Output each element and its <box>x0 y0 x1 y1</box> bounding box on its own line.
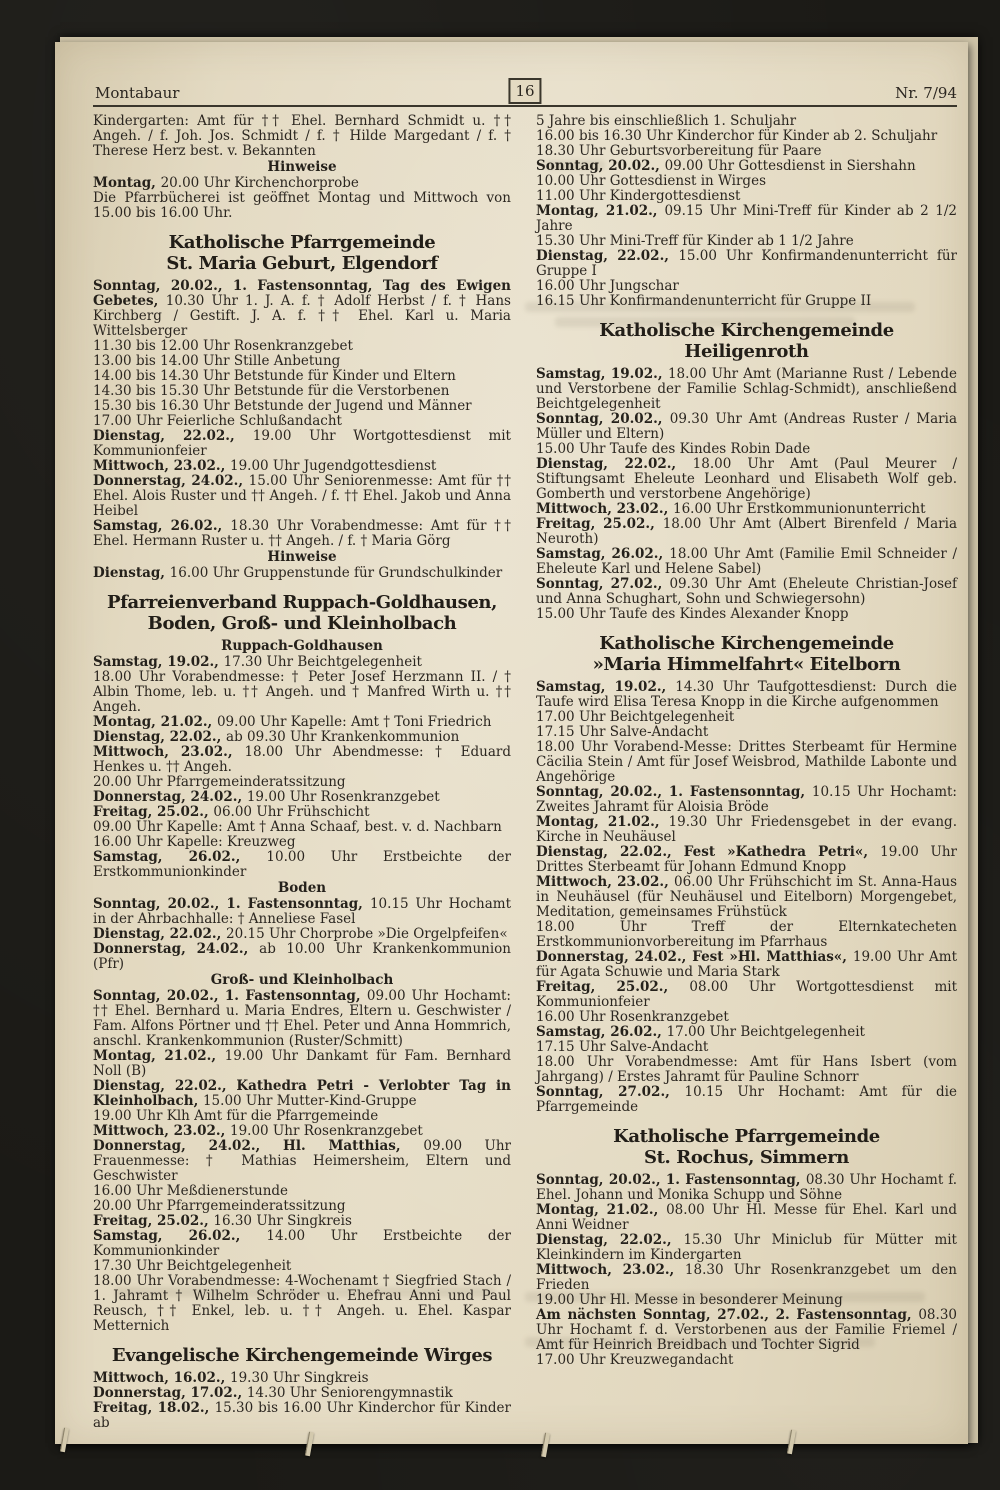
entry-text: 08.00 Uhr Wortgottesdienst mit Kommunionfeier <box>536 979 957 1010</box>
schedule-entry <box>536 1173 957 1203</box>
entry-text: 09.30 Uhr Amt (Andreas Ruster / Maria Müller und Eltern) <box>536 411 957 442</box>
schedule-entry <box>93 1079 511 1109</box>
schedule-entry <box>93 459 511 474</box>
schedule-entry <box>93 989 511 1049</box>
schedule-entry <box>93 191 511 221</box>
entry-day-label: Samstag, 19.02., <box>93 654 224 670</box>
entry-text: 17.00 Uhr Kreuzwegandacht <box>536 1352 734 1368</box>
schedule-entry <box>93 1386 511 1401</box>
section-heading-line: »Maria Himmelfahrt« Eitelborn <box>592 654 901 675</box>
schedule-entry <box>536 1308 957 1353</box>
entry-text: 5 Jahre bis einschließlich 1. Schuljahr <box>536 113 797 129</box>
entry-text: 17.15 Uhr Salve-Andacht <box>536 1039 709 1055</box>
schedule-entry <box>93 339 511 354</box>
entry-text: 10.15 Uhr Hochamt: Amt für die Pfarrgemeinde <box>536 1084 957 1115</box>
section-heading-line: Katholische Kirchengemeinde Heiligenroth <box>599 320 894 362</box>
entry-text: 17.30 Uhr Beichtgelegenheit <box>223 654 422 670</box>
schedule-entry <box>536 1025 957 1040</box>
entry-text: 16.30 Uhr Singkreis <box>213 1213 352 1229</box>
entry-text: 18.30 Uhr Geburtsvorbereitung für Paare <box>536 143 822 159</box>
entry-day-label: Donnerstag, 24.02., <box>93 789 247 805</box>
entry-text: 10.00 Uhr Erstbeichte der Erstkommunionkinder <box>93 849 512 880</box>
schedule-entry <box>536 725 957 740</box>
entry-text: 17.30 Uhr Beichtgelegenheit <box>93 1258 292 1274</box>
schedule-entry <box>93 519 511 549</box>
column-left <box>93 113 512 1431</box>
schedule-entry <box>93 655 511 670</box>
entry-text: 19.00 Uhr Dankamt für Fam. Bernhard Noll (B) <box>93 1048 511 1079</box>
subsection-heading: Groß- und Kleinholbach <box>210 972 394 988</box>
schedule-entry <box>536 174 957 189</box>
entry-text: 14.00 bis 14.30 Uhr Betstunde für Kinder und Eltern <box>93 368 456 384</box>
section-heading <box>93 1345 511 1366</box>
entry-text: 06.00 Uhr Frühschicht im St. Anna-Haus in Neuhäusel (für Neuhäusel und Eitelborn) Morgengebet, Meditation, gemeinsames Frühstück <box>536 874 957 920</box>
entry-day-label: Donnerstag, 24.02., Fest »Hl. Matthias«, <box>536 949 853 965</box>
schedule-entry <box>93 775 511 790</box>
entry-day-label: Sonntag, 20.02., 1. Fastensonntag, <box>536 1172 806 1188</box>
schedule-entry <box>93 715 511 730</box>
entry-text: 20.00 Uhr Pfarrgemeinderatssitzung <box>93 1198 346 1214</box>
entry-text: 17.15 Uhr Salve-Andacht <box>536 724 709 740</box>
entry-text: 08.30 Uhr Hochamt f. Ehel. Johann und Monika Schupp und Söhne <box>536 1172 957 1203</box>
entry-day-label: Samstag, 26.02., <box>93 849 267 865</box>
entry-day-label: Dienstag, <box>93 565 170 581</box>
entry-day-label: Freitag, 25.02., <box>536 516 663 532</box>
entry-day-label: Freitag, 25.02., <box>93 1213 214 1229</box>
entry-text: 15.30 bis 16.30 Uhr Betstunde der Jugend und Männer <box>93 398 472 414</box>
schedule-entry <box>536 1040 957 1055</box>
entry-text: 14.00 Uhr Erstbeichte der Kommunionkinder <box>93 1228 512 1259</box>
entry-text: 19.00 Uhr Wortgottesdienst mit Kommunionfeier <box>93 428 511 459</box>
schedule-entry <box>93 820 511 835</box>
entry-text: 18.00 Uhr Vorabendmesse: Amt für Hans Isbert (vom Jahrgang) / Erstes Jahramt für Pauline Schnorr <box>536 1054 957 1085</box>
entry-text: 14.30 Uhr Taufgottesdienst: Durch die Taufe wird Elisa Teresa Knopp in die Kirche aufgenommen <box>536 679 958 710</box>
schedule-entry <box>536 234 957 249</box>
schedule-entry <box>536 875 957 920</box>
entry-text: 10.30 Uhr 1. J. A. f. † Adolf Herbst / f. † Hans Kirchberg / Gestift. J. A. f. †† Ehel. Karl u. Maria Wittelsberger <box>93 293 511 339</box>
schedule-entry <box>93 1124 511 1139</box>
entry-text: 20.15 Uhr Chorprobe »Die Orgelpfeifen« <box>226 926 508 942</box>
schedule-entry <box>93 399 511 414</box>
entry-text: 20.00 Uhr Pfarrgemeinderatssitzung <box>93 774 346 790</box>
schedule-entry <box>93 805 511 820</box>
page-number-box: 16 <box>508 78 541 104</box>
entry-text: 19.00 Uhr Amt für Agata Schuwie und Maria Stark <box>536 949 958 980</box>
entry-day-label: Mittwoch, 23.02., <box>536 874 675 890</box>
entry-text: 08.30 Uhr Hochamt f. d. Verstorbenen aus der Familie Friemel / Amt für Heinrich Breidbach und Tochter Sigrid <box>536 1307 957 1353</box>
entry-text: 14.30 Uhr Seniorengymnastik <box>246 1385 453 1401</box>
subsection-heading: Boden <box>277 880 327 896</box>
entry-day-label: Dienstag, 22.02., Kathedra Petri - Verlobter Tag in Kleinholbach, <box>93 1078 511 1109</box>
schedule-entry <box>93 1259 511 1274</box>
section-heading <box>93 232 511 274</box>
entry-day-label: Mittwoch, 23.02., <box>93 744 245 760</box>
schedule-entry <box>536 845 957 875</box>
entry-text: ab 10.00 Uhr Krankenkommunion (Pfr) <box>93 941 511 972</box>
entry-day-label: Montag, 21.02., <box>536 1202 667 1218</box>
entry-text: 18.00 Uhr Amt (Familie Emil Schneider / Eheleute Karl und Helene Sabel) <box>536 546 958 577</box>
entry-day-label: Montag, 21.02., <box>536 814 669 830</box>
entry-day-label: Freitag, 18.02., <box>93 1400 215 1416</box>
entry-text: 19.30 Uhr Friedensgebet in der evang. Kirche in Neuhäusel <box>536 814 957 845</box>
subsection-heading: Hinweise <box>267 159 337 175</box>
subsection-heading: Ruppach-Goldhausen <box>221 638 383 654</box>
schedule-entry <box>536 114 957 129</box>
entry-text: 10.00 Uhr Gottesdienst in Wirges <box>536 173 766 189</box>
schedule-entry <box>536 785 957 815</box>
entry-day-label: Donnerstag, 24.02., <box>93 941 260 957</box>
entry-day-label: Montag, 21.02., <box>93 1048 225 1064</box>
entry-day-label: Sonntag, 20.02., <box>536 158 665 174</box>
schedule-entry <box>536 920 957 950</box>
section-heading-line: St. Maria Geburt, Elgendorf <box>166 253 438 274</box>
entry-day-label: Sonntag, 20.02., 1. Fastensonntag, <box>93 988 367 1004</box>
schedule-entry <box>536 1263 957 1293</box>
schedule-entry <box>93 1139 511 1184</box>
entry-day-label: Montag, <box>93 175 161 191</box>
schedule-entry <box>93 927 511 942</box>
entry-day-label: Dienstag, 22.02., <box>536 456 693 472</box>
schedule-entry <box>536 815 957 845</box>
entry-day-label: Samstag, 19.02., <box>536 366 668 382</box>
entry-text: 19.30 Uhr Singkreis <box>229 1370 369 1386</box>
section-heading-line: Evangelische Kirchengemeinde Wirges <box>111 1345 493 1366</box>
schedule-entry <box>536 189 957 204</box>
entry-text: 16.00 Uhr Gruppenstunde für Grundschulkinder <box>169 565 503 581</box>
entry-text: 19.00 Uhr Drittes Sterbeamt für Johann Edmund Knopp <box>536 844 957 875</box>
entry-text: 15.00 Uhr Mutter-Kind-Gruppe <box>202 1093 417 1109</box>
schedule-entry <box>536 1085 957 1115</box>
entry-text: 16.00 Uhr Erstkommunionunterricht <box>672 501 926 517</box>
entry-text: 09.00 Uhr Frauenmesse: † Mathias Heimersheim, Eltern und Geschwister <box>93 1138 511 1184</box>
entry-text: 10.15 Uhr Hochamt: Zweites Jahramt für Aloisia Bröde <box>536 784 957 815</box>
schedule-entry <box>536 412 957 442</box>
schedule-entry <box>93 1214 511 1229</box>
newsletter-page <box>55 42 968 1444</box>
entry-day-label: Sonntag, 20.02., 1. Fastensonntag, <box>536 784 812 800</box>
section-heading <box>536 633 957 675</box>
entry-day-label: Samstag, 26.02., <box>93 518 231 534</box>
schedule-entry <box>93 114 511 159</box>
schedule-entry <box>536 204 957 234</box>
entry-day-label: Mittwoch, 23.02., <box>93 1123 230 1139</box>
schedule-entry <box>93 1049 511 1079</box>
entry-day-label: Samstag, 26.02., <box>536 546 670 562</box>
schedule-entry <box>93 897 511 927</box>
issue-number: Nr. 7/94 <box>895 84 957 102</box>
schedule-entry <box>93 1401 511 1431</box>
entry-text: 16.00 Uhr Jungschar <box>536 278 679 294</box>
entry-text: 19.00 Uhr Jugendgottesdienst <box>229 458 437 474</box>
schedule-entry <box>93 354 511 369</box>
entry-text: ab 09.30 Uhr Krankenkommunion <box>226 729 460 745</box>
schedule-entry <box>536 740 957 785</box>
schedule-entry <box>93 1109 511 1124</box>
entry-text: 11.30 bis 12.00 Uhr Rosenkranzgebet <box>93 338 353 354</box>
schedule-entry <box>93 414 511 429</box>
entry-text: 19.00 Uhr Rosenkranzgebet <box>246 789 440 805</box>
entry-text: 15.00 Uhr Seniorenmesse: Amt für †† Ehel. Alois Ruster und †† Angeh. / f. †† Ehel. Jakob und Anna Heibel <box>93 473 511 519</box>
section-heading <box>536 320 957 362</box>
schedule-entry <box>93 384 511 399</box>
entry-text: 16.00 Uhr Kapelle: Kreuzweg <box>93 834 296 850</box>
entry-text: 15.00 Uhr Taufe des Kindes Robin Dade <box>536 441 811 457</box>
entry-text: 09.00 Uhr Gottesdienst in Siershahn <box>664 158 916 174</box>
schedule-entry <box>536 502 957 517</box>
schedule-entry <box>536 980 957 1010</box>
entry-text: Kindergarten: Amt für †† Ehel. Bernhard Schmidt u. †† Angeh. / f. Joh. Jos. Schmidt / f. † Hilde Margedant / f. † Therese Herz best. v. Bekannten <box>93 113 511 159</box>
entry-day-label: Samstag, 26.02., <box>536 1024 667 1040</box>
schedule-entry <box>93 1199 511 1214</box>
entry-text: 11.00 Uhr Kindergottesdienst <box>536 188 741 204</box>
entry-text: 16.00 Uhr Rosenkranzgebet <box>536 1009 729 1025</box>
schedule-entry <box>536 517 957 547</box>
entry-day-label: Freitag, 25.02., <box>93 804 214 820</box>
entry-text: 18.00 Uhr Vorabend-Messe: Drittes Sterbeamt für Hermine Cäcilia Stein / Amt für Josef Weisbrod, Mathilde Labonte und Angehörige <box>536 739 957 785</box>
entry-text: 18.00 Uhr Amt (Paul Meurer / Stiftungsamt Eheleute Leonhard und Elisabeth Wolf geb. Gomberth und verstorbene Angehörige) <box>536 456 957 502</box>
entry-day-label: Sonntag, 27.02., <box>536 1084 685 1100</box>
entry-text: 19.00 Uhr Hl. Messe in besonderer Meinung <box>536 1292 843 1308</box>
schedule-entry <box>93 745 511 775</box>
entry-day-label: Dienstag, 22.02., Fest »Kathedra Petri«, <box>536 844 881 860</box>
entry-day-label: Sonntag, 27.02., <box>536 576 670 592</box>
section-heading-line: Katholische Pfarrgemeinde <box>168 232 436 253</box>
entry-day-label: Freitag, 25.02., <box>536 979 690 995</box>
entry-text: 09.15 Uhr Mini-Treff für Kinder ab 2 1/2 Jahre <box>536 203 957 234</box>
schedule-entry <box>93 474 511 519</box>
section-heading-line: Katholische Kirchengemeinde <box>599 633 894 654</box>
schedule-entry <box>93 835 511 850</box>
schedule-entry <box>93 1184 511 1199</box>
section-heading <box>536 1126 957 1168</box>
column-right <box>536 114 957 1406</box>
schedule-entry <box>536 1233 957 1263</box>
schedule-entry <box>536 367 957 412</box>
entry-day-label: Sonntag, 20.02., <box>536 411 670 427</box>
schedule-entry <box>93 850 511 880</box>
entry-day-label: Mittwoch, 23.02., <box>536 1262 685 1278</box>
entry-text: 13.00 bis 14.00 Uhr Stille Anbetung <box>93 353 341 369</box>
section-heading-line: Boden, Groß- und Kleinholbach <box>147 613 457 634</box>
entry-day-label: Dienstag, 22.02., <box>93 729 227 745</box>
entry-text: 15.00 Uhr Konfirmandenunterricht für Gruppe I <box>536 248 957 279</box>
section-heading-line: Katholische Pfarrgemeinde <box>613 1126 880 1147</box>
entry-text: 18.30 Uhr Rosenkranzgebet um den Frieden <box>536 1262 957 1293</box>
schedule-entry <box>536 547 957 577</box>
schedule-entry <box>536 1353 957 1368</box>
schedule-entry <box>536 1293 957 1308</box>
schedule-entry <box>536 710 957 725</box>
schedule-entry <box>93 1371 511 1386</box>
entry-text: 18.30 Uhr Vorabendmesse: Amt für †† Ehel. Hermann Ruster u. †† Angeh. / f. † Maria Görg <box>93 518 511 549</box>
entry-text: 18.00 Uhr Vorabendmesse: 4-Wochenamt † Siegfried Stach / 1. Jahramt † Wilhelm Schröder u. Ehefrau Anni und Paul Reusch, †† Enkel, leb. u. †† Angeh. u. Ehel. Kaspar Metternich <box>93 1273 511 1334</box>
entry-text: 16.00 Uhr Meßdienerstunde <box>93 1183 289 1199</box>
entry-text: 16.00 bis 16.30 Uhr Kinderchor für Kinder ab 2. Schuljahr <box>536 128 938 144</box>
entry-text: 18.00 Uhr Treff der Elternkatecheten Erstkommunionvorbereitung im Pfarrhaus <box>536 919 957 950</box>
entry-day-label: Mittwoch, 23.02., <box>536 501 673 517</box>
schedule-entry <box>93 1229 511 1259</box>
entry-text: 19.00 Uhr Rosenkranzgebet <box>229 1123 423 1139</box>
entry-day-label: Montag, 21.02., <box>93 714 217 730</box>
page-header <box>93 82 957 107</box>
entry-text: 17.00 Uhr Feierliche Schlußandacht <box>93 413 342 429</box>
entry-text: 18.00 Uhr Abendmesse: † Eduard Henkes u. †† Angeh. <box>93 744 511 775</box>
entry-text: 09.00 Uhr Kapelle: Amt † Toni Friedrich <box>216 714 492 730</box>
subsection-heading: Hinweise <box>267 549 337 565</box>
entry-text: 09.30 Uhr Amt (Eheleute Christian-Josef und Anna Schughart, Sohn und Schwiegersohn) <box>536 576 957 607</box>
entry-text: 15.30 Uhr Mini-Treff für Kinder ab 1 1/2 Jahre <box>536 233 854 249</box>
place-label: Montabaur <box>95 84 180 102</box>
entry-text: 18.00 Uhr Amt (Albert Birenfeld / Maria Neuroth) <box>536 516 957 547</box>
entry-text: 17.00 Uhr Beichtgelegenheit <box>536 709 735 725</box>
entry-day-label: Am nächsten Sonntag, 27.02., 2. Fastensonntag, <box>536 1307 919 1323</box>
entry-text: 08.00 Uhr Hl. Messe für Ehel. Karl und Anni Weidner <box>536 1202 957 1233</box>
schedule-entry <box>93 176 511 191</box>
schedule-entry <box>536 249 957 279</box>
entry-text: 10.15 Uhr Hochamt in der Ahrbachhalle: † Anneliese Fasel <box>93 896 512 927</box>
entry-day-label: Montag, 21.02., <box>536 203 665 219</box>
schedule-entry <box>93 369 511 384</box>
schedule-entry <box>93 942 511 972</box>
entry-day-label: Dienstag, 22.02., <box>536 1232 684 1248</box>
schedule-entry <box>536 294 957 309</box>
entry-text: 15.30 bis 16.00 Uhr Kinderchor für Kinder ab <box>93 1400 511 1431</box>
entry-text: 15.30 Uhr Miniclub für Mütter mit Kleinkindern im Kindergarten <box>536 1232 957 1263</box>
entry-text: 16.15 Uhr Konfirmandenunterricht für Gruppe II <box>536 293 872 309</box>
schedule-entry <box>93 429 511 459</box>
entry-day-label: Samstag, 26.02., <box>93 1228 267 1244</box>
schedule-entry <box>536 279 957 294</box>
entry-day-label: Sonntag, 20.02., 1. Fastensonntag, Tag des Ewigen Gebetes, <box>93 278 511 309</box>
entry-text: Die Pfarrbücherei ist geöffnet Montag und Mittwoch von 15.00 bis 16.00 Uhr. <box>93 190 511 221</box>
entry-day-label: Donnerstag, 17.02., <box>93 1385 247 1401</box>
schedule-entry <box>536 129 957 144</box>
section-heading <box>93 592 511 634</box>
entry-text: 06.00 Uhr Frühschicht <box>213 804 370 820</box>
entry-text: 14.30 bis 15.30 Uhr Betstunde für die Verstorbenen <box>93 383 450 399</box>
entry-text: 19.00 Uhr Klh Amt für die Pfarrgemeinde <box>93 1108 379 1124</box>
entry-day-label: Mittwoch, 23.02., <box>93 458 230 474</box>
entry-day-label: Samstag, 19.02., <box>536 679 676 695</box>
schedule-entry <box>93 279 511 339</box>
schedule-entry <box>536 680 957 710</box>
schedule-entry <box>536 1055 957 1085</box>
entry-text: 17.00 Uhr Beichtgelegenheit <box>666 1024 865 1040</box>
schedule-entry <box>536 1203 957 1233</box>
entry-day-label: Donnerstag, 24.02., <box>93 473 249 489</box>
schedule-entry <box>536 607 957 622</box>
entry-day-label: Dienstag, 22.02., <box>536 248 679 264</box>
schedule-entry <box>536 1010 957 1025</box>
schedule-entry <box>93 670 511 715</box>
entry-text: 15.00 Uhr Taufe des Kindes Alexander Knopp <box>536 606 849 622</box>
entry-text: 09.00 Uhr Hochamt: †† Ehel. Bernhard u. Maria Endres, Eltern u. Geschwister / Fam. Alfons Pörtner und †† Ehel. Peter und Anna Hommrich, anschl. Krankenkommunion (Ruster/Schmitt) <box>93 988 511 1049</box>
schedule-entry <box>93 1274 511 1334</box>
entry-day-label: Sonntag, 20.02., 1. Fastensonntag, <box>93 896 370 912</box>
schedule-entry <box>536 457 957 502</box>
schedule-entry <box>536 577 957 607</box>
section-heading-line: St. Rochus, Simmern <box>644 1147 849 1168</box>
entry-text: 09.00 Uhr Kapelle: Amt † Anna Schaaf, best. v. d. Nachbarn <box>93 819 502 835</box>
entry-text: 20.00 Uhr Kirchenchorprobe <box>160 175 359 191</box>
entry-day-label: Dienstag, 22.02., <box>93 926 227 942</box>
schedule-entry <box>93 790 511 805</box>
schedule-entry <box>536 950 957 980</box>
schedule-entry <box>536 144 957 159</box>
section-heading-line: Pfarreienverband Ruppach-Goldhausen, <box>107 592 497 613</box>
entry-day-label: Donnerstag, 24.02., Hl. Matthias, <box>93 1138 424 1154</box>
schedule-entry <box>93 566 511 581</box>
entry-day-label: Mittwoch, 16.02., <box>93 1370 230 1386</box>
entry-day-label: Dienstag, 22.02., <box>93 428 253 444</box>
schedule-entry <box>93 730 511 745</box>
schedule-entry <box>536 159 957 174</box>
entry-text: 18.00 Uhr Amt (Marianne Rust / Lebende und Verstorbene der Familie Schlag-Schmidt), anschließend Beichtgelegenheit <box>536 366 958 412</box>
schedule-entry <box>536 442 957 457</box>
entry-text: 18.00 Uhr Vorabendmesse: † Peter Josef Herzmann II. / † Albin Thome, leb. u. †† Angeh. und † Manfred Wirth u. †† Angeh. <box>93 669 511 715</box>
